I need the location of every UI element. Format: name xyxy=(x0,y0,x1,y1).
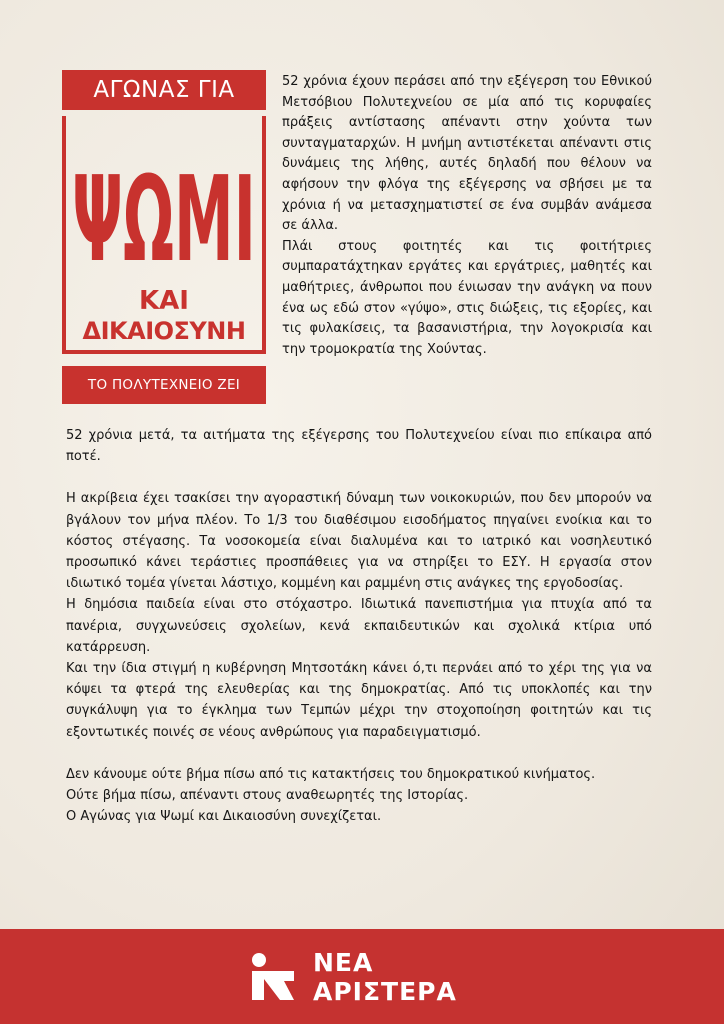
footer-logo-text xyxy=(313,948,457,1006)
logo-line-1: ΝΕΑ xyxy=(313,948,374,977)
closing-line: Ούτε βήμα πίσω, απέναντι στους αναθεωρητές της Ιστορίας. xyxy=(66,788,469,804)
closing-line: Δεν κάνουμε ούτε βήμα πίσω από τις κατακτήσεις του δημοκρατικού κινήματος. xyxy=(66,766,596,782)
intro-paragraph: Πλάι στους φοιτητές και τις φοιτήτριες συμπαρατάχτηκαν εργάτες και εργάτριες, μαθητές και μαθήτριες, άνθρωποι που ένιωσαν την ανάγκη να πουν ένα ως εδώ στον «γύψο», στις διώξεις, τις εξορίες, και τις φυλακίσεις, τα βασανιστήρια, την λογοκρισία και την τρομοκρατία της Χούντας. xyxy=(282,238,652,357)
poster-big-word xyxy=(68,112,260,272)
body-paragraph: Η δημόσια παιδεία είναι στο στόχαστρο. Ιδιωτικά πανεπιστήμια για πτυχία από τα πανέρια, συγχωνεύσεις σχολείων, κενά εκπαιδευτικών και σχολικά κτίρια υπό κατάρρευση. xyxy=(66,597,652,655)
poster-big-word-text: ΨΩΜΙ xyxy=(72,150,256,272)
body-paragraph: Και την ίδια στιγμή η κυβέρνηση Μητσοτάκη κάνει ό,τι περνάει από το χέρι της για να κόψει τα φτερά της ελευθερίας και της δημοκρατίας. Από τις υποκλοπές και την συγκάλυψη για το έγκλημα των Τεμπών μέχρι την στοχοποίηση φοιτητών και τις εξοντωτικές ποινές σε νέους ανθρώπους για παραδειγματισμό. xyxy=(66,661,652,740)
closing-line: Ο Αγώνας για Ψωμί και Δικαιοσύνη συνεχίζεται. xyxy=(66,809,382,825)
poster-graphic xyxy=(62,70,266,404)
nea-aristera-logo-icon xyxy=(250,952,296,1002)
lead-paragraph: 52 χρόνια μετά, τα αιτήματα της εξέγερσης του Πολυτεχνείου είναι πιο επίκαιρα από ποτέ. xyxy=(66,428,652,465)
main-text xyxy=(66,425,652,827)
poster-subtitle xyxy=(68,286,260,346)
poster-dikaiosyni: ΔΙΚΑΙΟΣΥΝΗ xyxy=(82,317,246,345)
poster-top-line: ΑΓΩΝΑΣ ΓΙΑ xyxy=(93,77,235,103)
logo-line-2: ΑΡΙΣΤΕΡΑ xyxy=(313,977,457,1006)
poster-kai: ΚΑΙ xyxy=(139,286,189,316)
intro-text xyxy=(282,72,652,360)
poster-bottom-line: ΤΟ ΠΟΛΥΤΕΧΝΕΙΟ ΖΕΙ xyxy=(87,377,241,393)
poster-bottom-banner xyxy=(62,366,266,404)
body-paragraph: Η ακρίβεια έχει τσακίσει την αγοραστική δύναμη των νοικοκυριών, που δεν μπορούν να βγάλουν τον μήνα πλέον. Το 1/3 του διαθέσιμου εισοδήματος πηγαίνει ενοίκια και το κόστος στέγασης. Τα νοσοκομεία είναι διαλυμένα και το ιατρικό και νοσηλευτικό προσωπικό κάνει τεράστιες προσπάθειες για να στηρίξει το ΕΣΥ. Η εργασία στον ιδιωτικό τομέα γίνεται λάστιχο, κομμένη και ραμμένη στις ανάγκες της εργοδοσίας. xyxy=(66,491,652,592)
intro-paragraph: 52 χρόνια έχουν περάσει από την εξέγερση του Εθνικού Μετσόβιου Πολυτεχνείου σε μία από τις κορυφαίες πράξεις αντίστασης απέναντι στην χούντα των συνταγματαρχών. Η μνήμη αντιστέκεται απέναντι στις δυνάμεις της λήθης, αυτές δηλαδή που θέλουν να αφήσουν την φλόγα της εξέγερσης να σβήσει με τα χρόνια ή να μετασχηματιστεί σε ένα συμβάν ανάμεσα σε άλλα. xyxy=(282,74,652,234)
poster-top-banner xyxy=(62,70,266,110)
